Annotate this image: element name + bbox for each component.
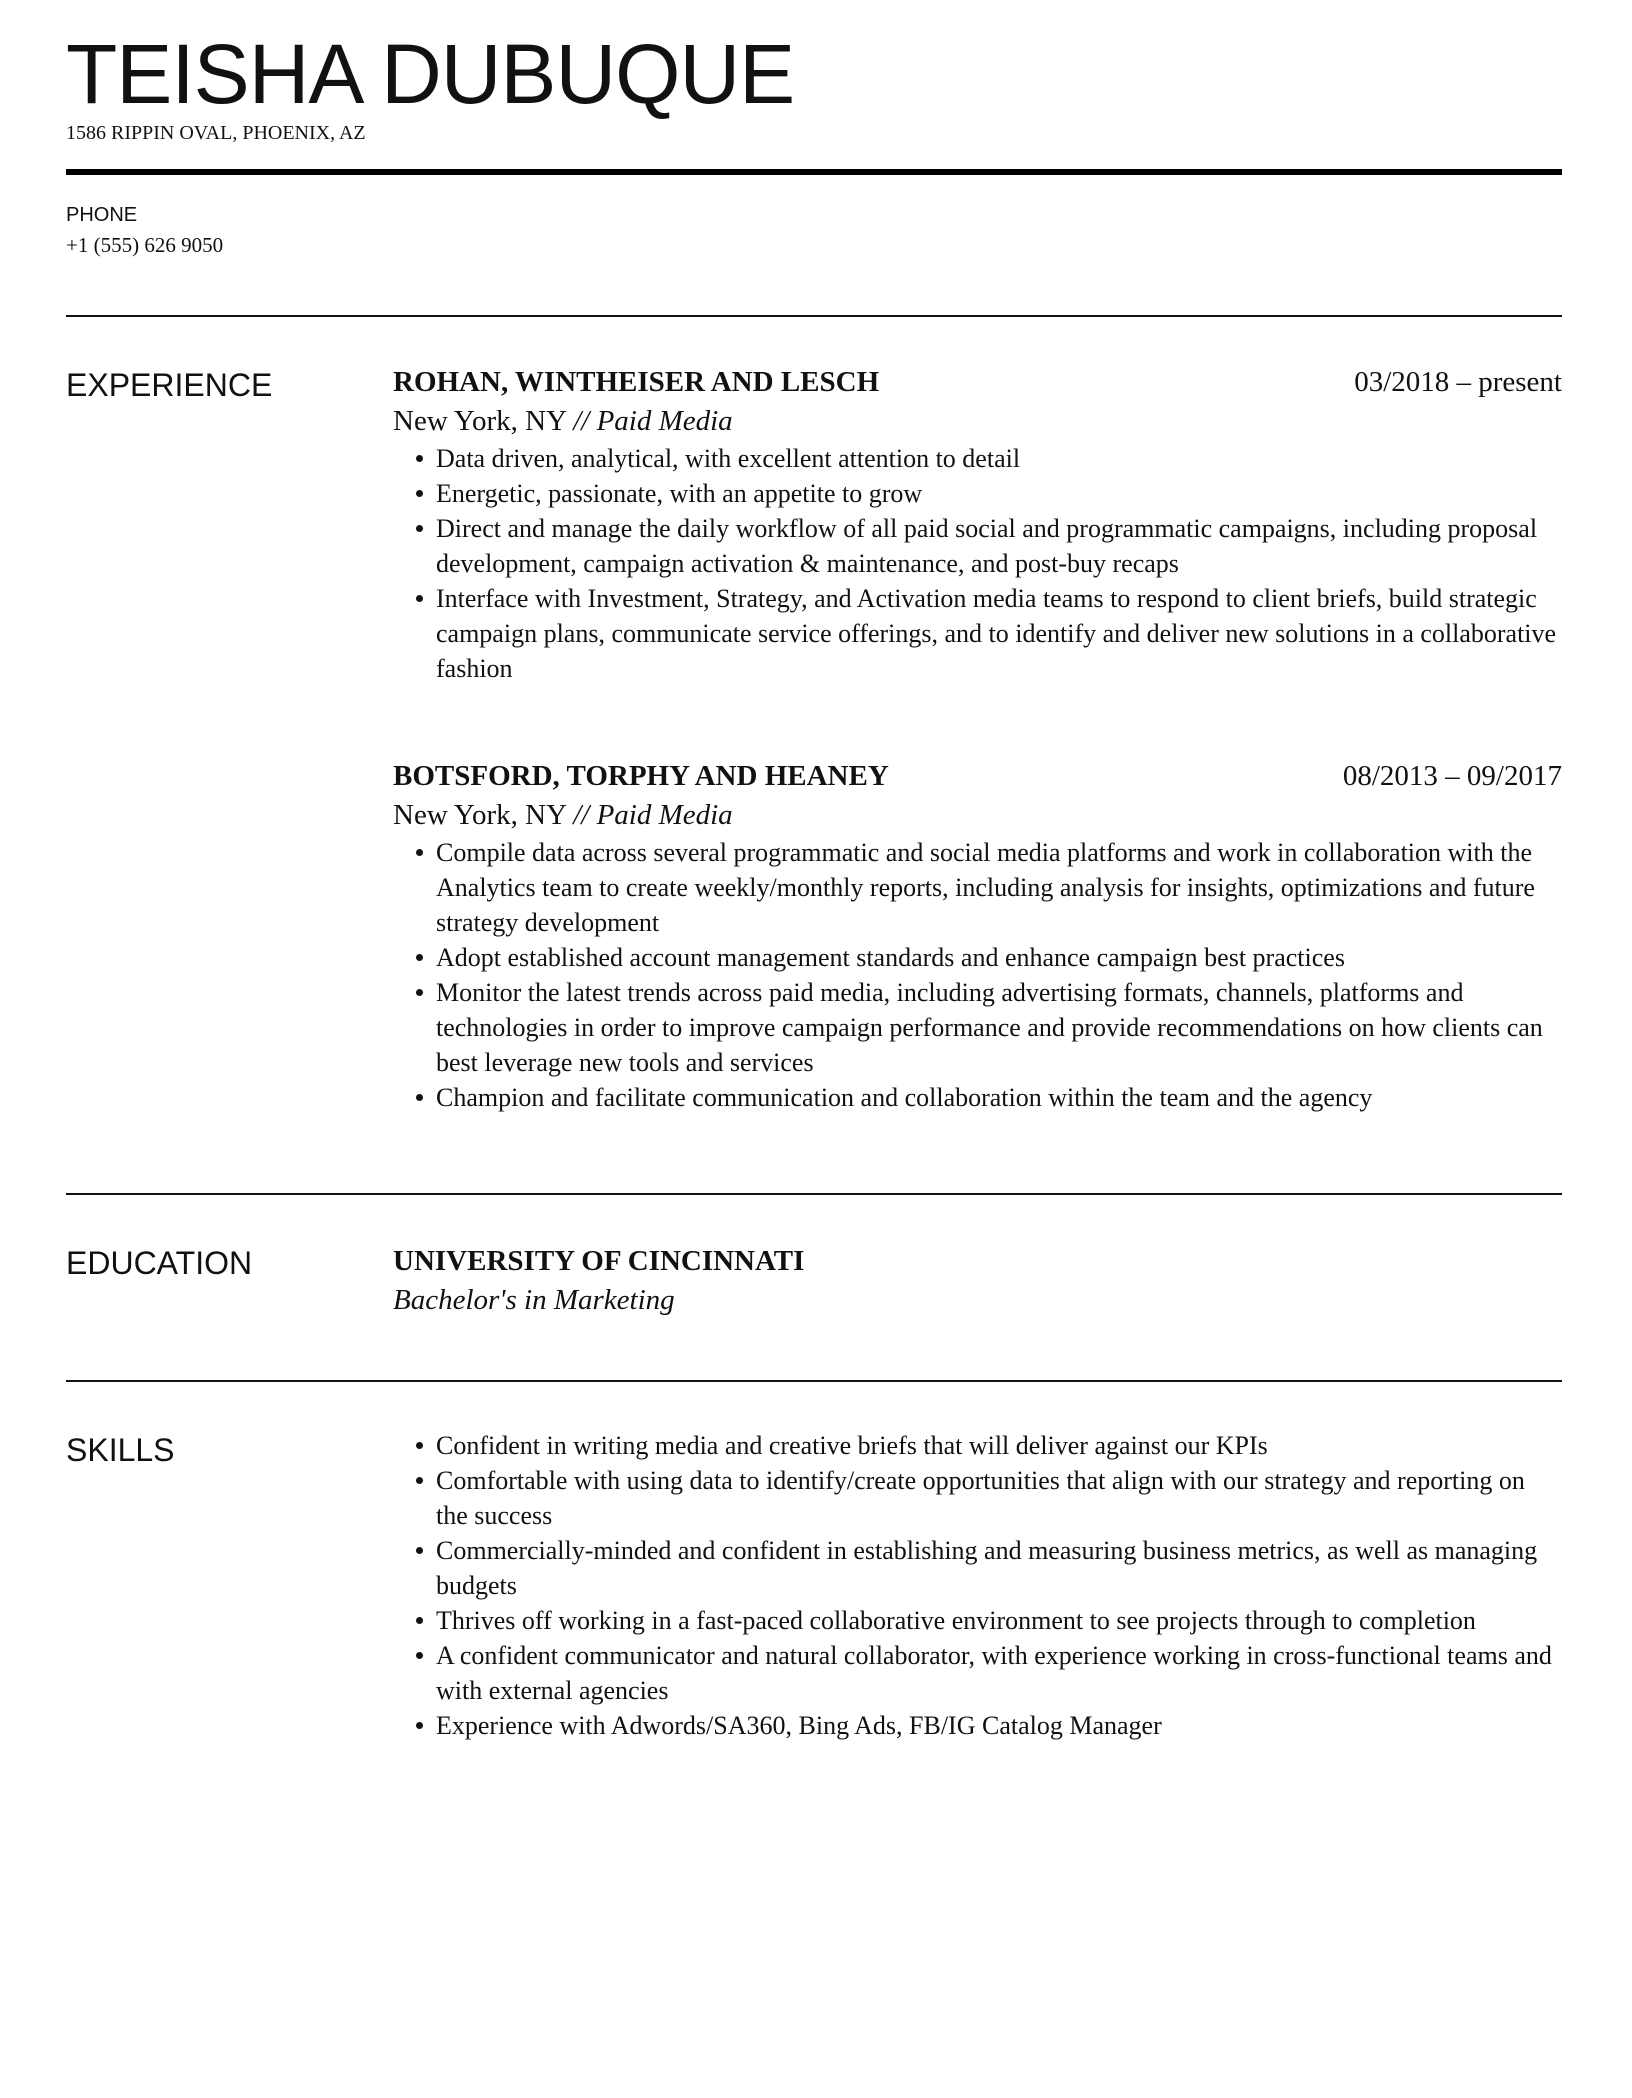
company-name: BOTSFORD, TORPHY AND HEANEY [393, 760, 889, 792]
job-header [393, 363, 1562, 401]
section-divider [66, 1193, 1562, 1195]
list-item: Compile data across several programmatic and social media platforms and work in collaboration with the Analytics team to create weekly/monthly reports, including analysis for insights, optimizations and future strategy development [393, 835, 1562, 940]
job-location-role [393, 795, 1562, 835]
job-header [393, 757, 1562, 795]
job-role: Paid Media [596, 799, 733, 831]
list-item: Monitor the latest trends across paid media, including advertising formats, channels, platforms and technologies in order to improve campaign performance and provide recommendations on how clients can best leverage new tools and services [393, 975, 1562, 1080]
section-divider [66, 315, 1562, 317]
list-item: Interface with Investment, Strategy, and Activation media teams to respond to client briefs, build strategic campaign plans, communicate service offerings, and to identify and deliver new solutions in a collaborative fashion [393, 581, 1562, 686]
list-item: Adopt established account management standards and enhance campaign best practices [393, 940, 1562, 975]
list-item: Thrives off working in a fast-paced collaborative environment to see projects through to completion [393, 1603, 1562, 1638]
list-item: Comfortable with using data to identify/create opportunities that align with our strategy and reporting on the success [393, 1463, 1562, 1533]
job-dates: 08/2013 – 09/2017 [1342, 760, 1562, 792]
list-item: A confident communicator and natural collaborator, with experience working in cross-functional teams and with external agencies [393, 1638, 1562, 1708]
list-item: Champion and facilitate communication and collaboration within the team and the agency [393, 1080, 1562, 1115]
experience-heading: EXPERIENCE [66, 367, 273, 403]
phone-label: PHONE [66, 204, 138, 226]
education-entry [393, 1242, 1562, 1320]
job-dates: 03/2018 – present [1354, 366, 1562, 398]
list-item: Direct and manage the daily workflow of all paid social and programmatic campaigns, including proposal development, campaign activation & maintenance, and post-buy recaps [393, 511, 1562, 581]
skills-entry [393, 1428, 1562, 1743]
list-item: Data driven, analytical, with excellent attention to detail [393, 441, 1562, 476]
job-separator: // [573, 405, 590, 437]
skills-list [393, 1428, 1562, 1743]
list-item: Confident in writing media and creative briefs that will deliver against our KPIs [393, 1428, 1562, 1463]
job-location: New York, NY [393, 405, 566, 437]
job-bullets [393, 441, 1562, 686]
header-divider [66, 169, 1562, 175]
job-separator: // [573, 799, 590, 831]
job-location: New York, NY [393, 799, 566, 831]
list-item: Commercially-minded and confident in establishing and measuring business metrics, as well as managing budgets [393, 1533, 1562, 1603]
job-entry [393, 757, 1562, 1115]
phone-number: +1 (555) 626 9050 [66, 233, 224, 257]
section-divider [66, 1380, 1562, 1382]
list-item: Experience with Adwords/SA360, Bing Ads, FB/IG Catalog Manager [393, 1708, 1562, 1743]
school-name: UNIVERSITY OF CINCINNATI [393, 1245, 805, 1277]
company-name: ROHAN, WINTHEISER AND LESCH [393, 366, 880, 398]
education-heading: EDUCATION [66, 1245, 253, 1281]
degree: Bachelor's in Marketing [393, 1284, 675, 1316]
job-bullets [393, 835, 1562, 1115]
job-role: Paid Media [596, 405, 733, 437]
job-location-role [393, 401, 1562, 441]
skills-heading: SKILLS [66, 1432, 175, 1468]
job-entry [393, 363, 1562, 686]
candidate-address: 1586 RIPPIN OVAL, PHOENIX, AZ [66, 122, 366, 144]
candidate-name: TEISHA DUBUQUE [66, 27, 795, 121]
list-item: Energetic, passionate, with an appetite to grow [393, 476, 1562, 511]
